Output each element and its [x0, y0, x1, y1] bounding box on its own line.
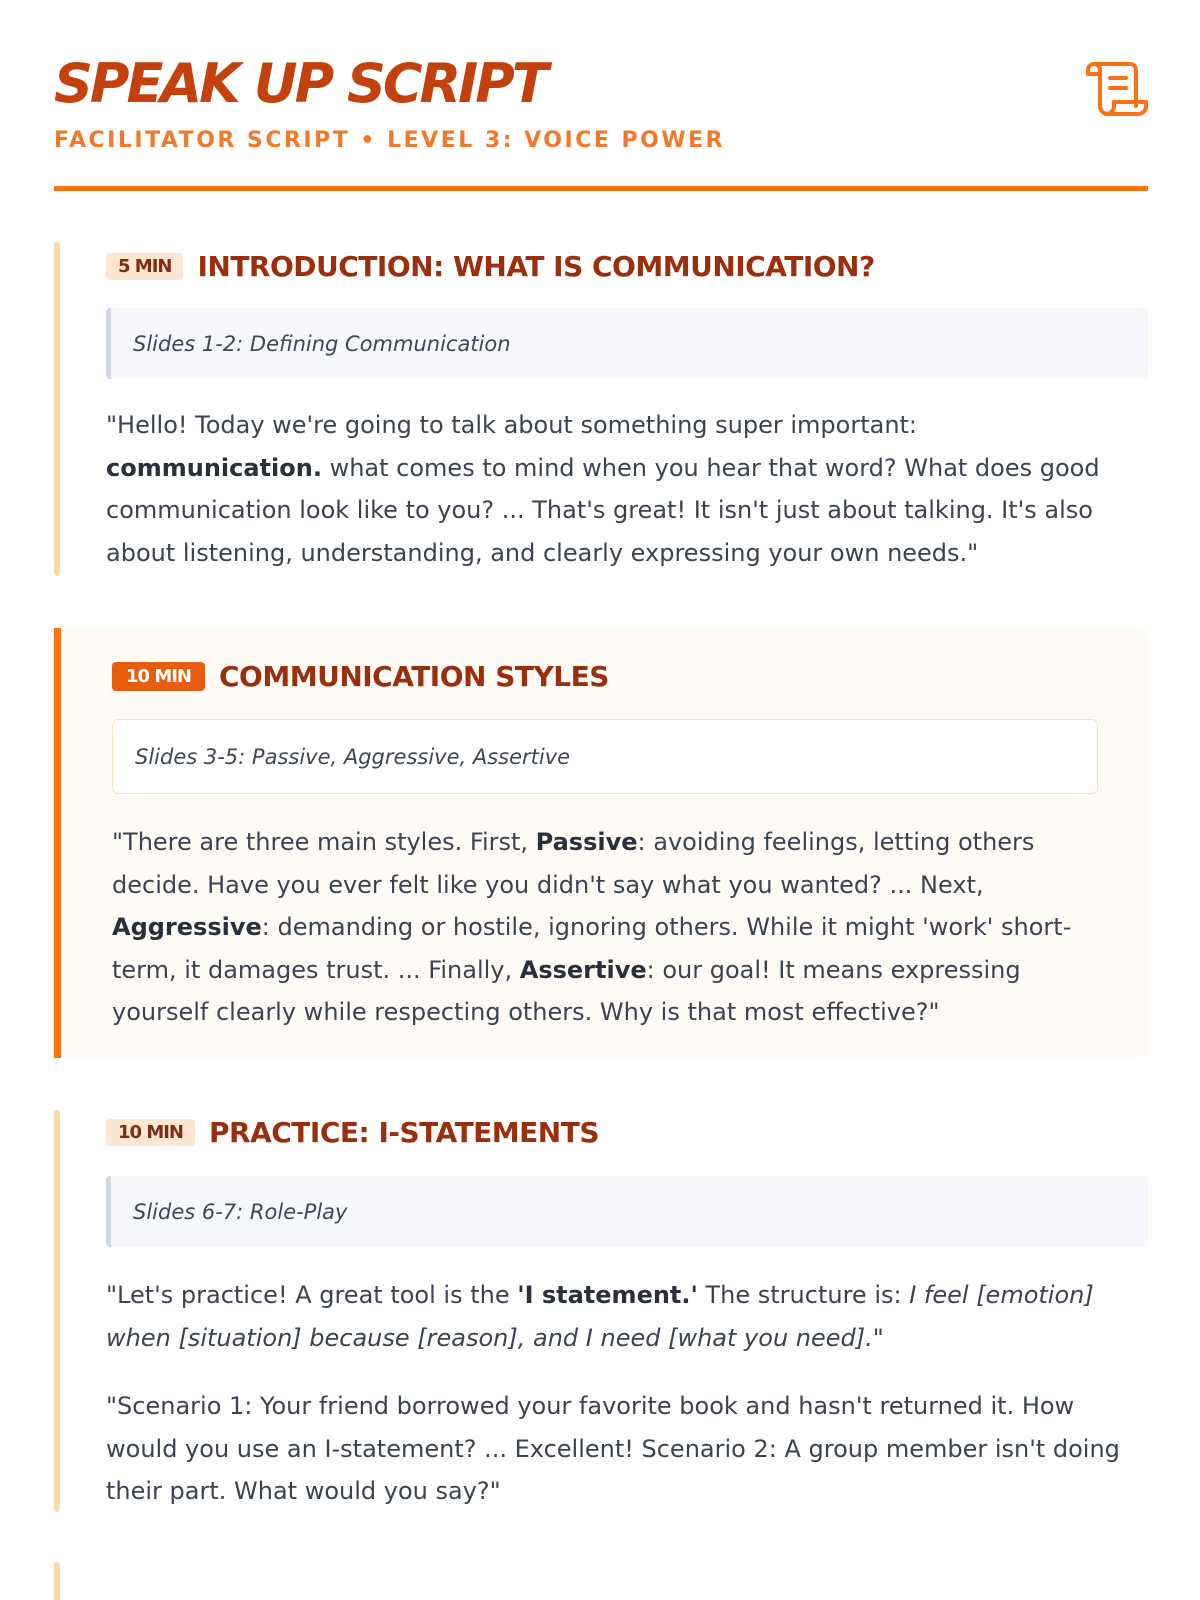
section-title: COMMUNICATION STYLES — [219, 660, 609, 693]
script-section-practice — [54, 1110, 1148, 1512]
scroll-icon — [1084, 56, 1148, 120]
section-title: PRACTICE: I-STATEMENTS — [209, 1116, 599, 1149]
section-accent-bar — [54, 242, 60, 576]
emphasis-aggressive: Aggressive — [112, 913, 262, 941]
script-paragraph: "Hello! Today we're going to talk about something super important: communication. what comes to mind when you hear that word? What does good communication look like to you? ... That's great! It isn't just about talking. It's also about listening, understanding, and clearly expressing your own needs." — [106, 411, 1100, 567]
section-accent-bar — [54, 1110, 60, 1512]
section-header — [112, 660, 609, 693]
i-statement-template: I feel [emotion] when [situation] because [reason], and I need [what you need]. — [106, 1281, 1094, 1352]
emphasis-passive: Passive — [535, 828, 638, 856]
emphasis-assertive: Assertive — [519, 955, 647, 984]
slides-note: Slides 3-5: Passive, Aggressive, Assertive — [112, 719, 1098, 794]
duration-badge: 10 MIN — [106, 1119, 195, 1146]
section-header — [106, 1116, 599, 1149]
section-header — [106, 250, 875, 283]
section-accent-bar — [54, 1562, 60, 1600]
header — [54, 52, 1148, 153]
page-title: SPEAK UP SCRIPT — [54, 52, 546, 115]
script-paragraph: "Let's practice! A great tool is the 'I statement.' The structure is: I feel [emotion] when [situation] because [reason], and I need [what you need]." — [106, 1281, 1094, 1352]
emphasis: communication. — [106, 453, 322, 482]
slides-note: Slides 1-2: Defining Communication — [106, 308, 1148, 379]
script-section-introduction — [54, 242, 1148, 576]
script-paragraph: "Scenario 1: Your friend borrowed your favorite book and hasn't returned it. How would you use an I-statement? ... Excellent! Scenario 2: A group member isn't doing their part. What would you say?" — [106, 1392, 1120, 1505]
script-section-next — [54, 1562, 1148, 1600]
duration-badge: 10 MIN — [112, 662, 205, 691]
script-section-communication-styles — [54, 628, 1148, 1058]
section-accent-bar — [54, 628, 61, 1058]
duration-badge: 5 MIN — [106, 253, 183, 280]
page-subtitle: FACILITATOR SCRIPT • LEVEL 3: VOICE POWER — [54, 128, 726, 153]
header-divider — [54, 186, 1148, 191]
script-paragraph: "There are three main styles. First, Passive: avoiding feelings, letting others decide. Have you ever felt like you didn't say what you wanted? ... Next, Aggressive: demanding or hostile, ignoring others. While it might 'work' short-term, it damages trust. ... Finally, Assertive: our goal! It means expressing yourself clearly while respecting others. Why is that most effective?" — [112, 828, 1072, 1026]
emphasis: 'I statement.' — [517, 1281, 698, 1309]
section-title: INTRODUCTION: WHAT IS COMMUNICATION? — [197, 250, 875, 283]
slides-note: Slides 6-7: Role-Play — [106, 1176, 1148, 1247]
